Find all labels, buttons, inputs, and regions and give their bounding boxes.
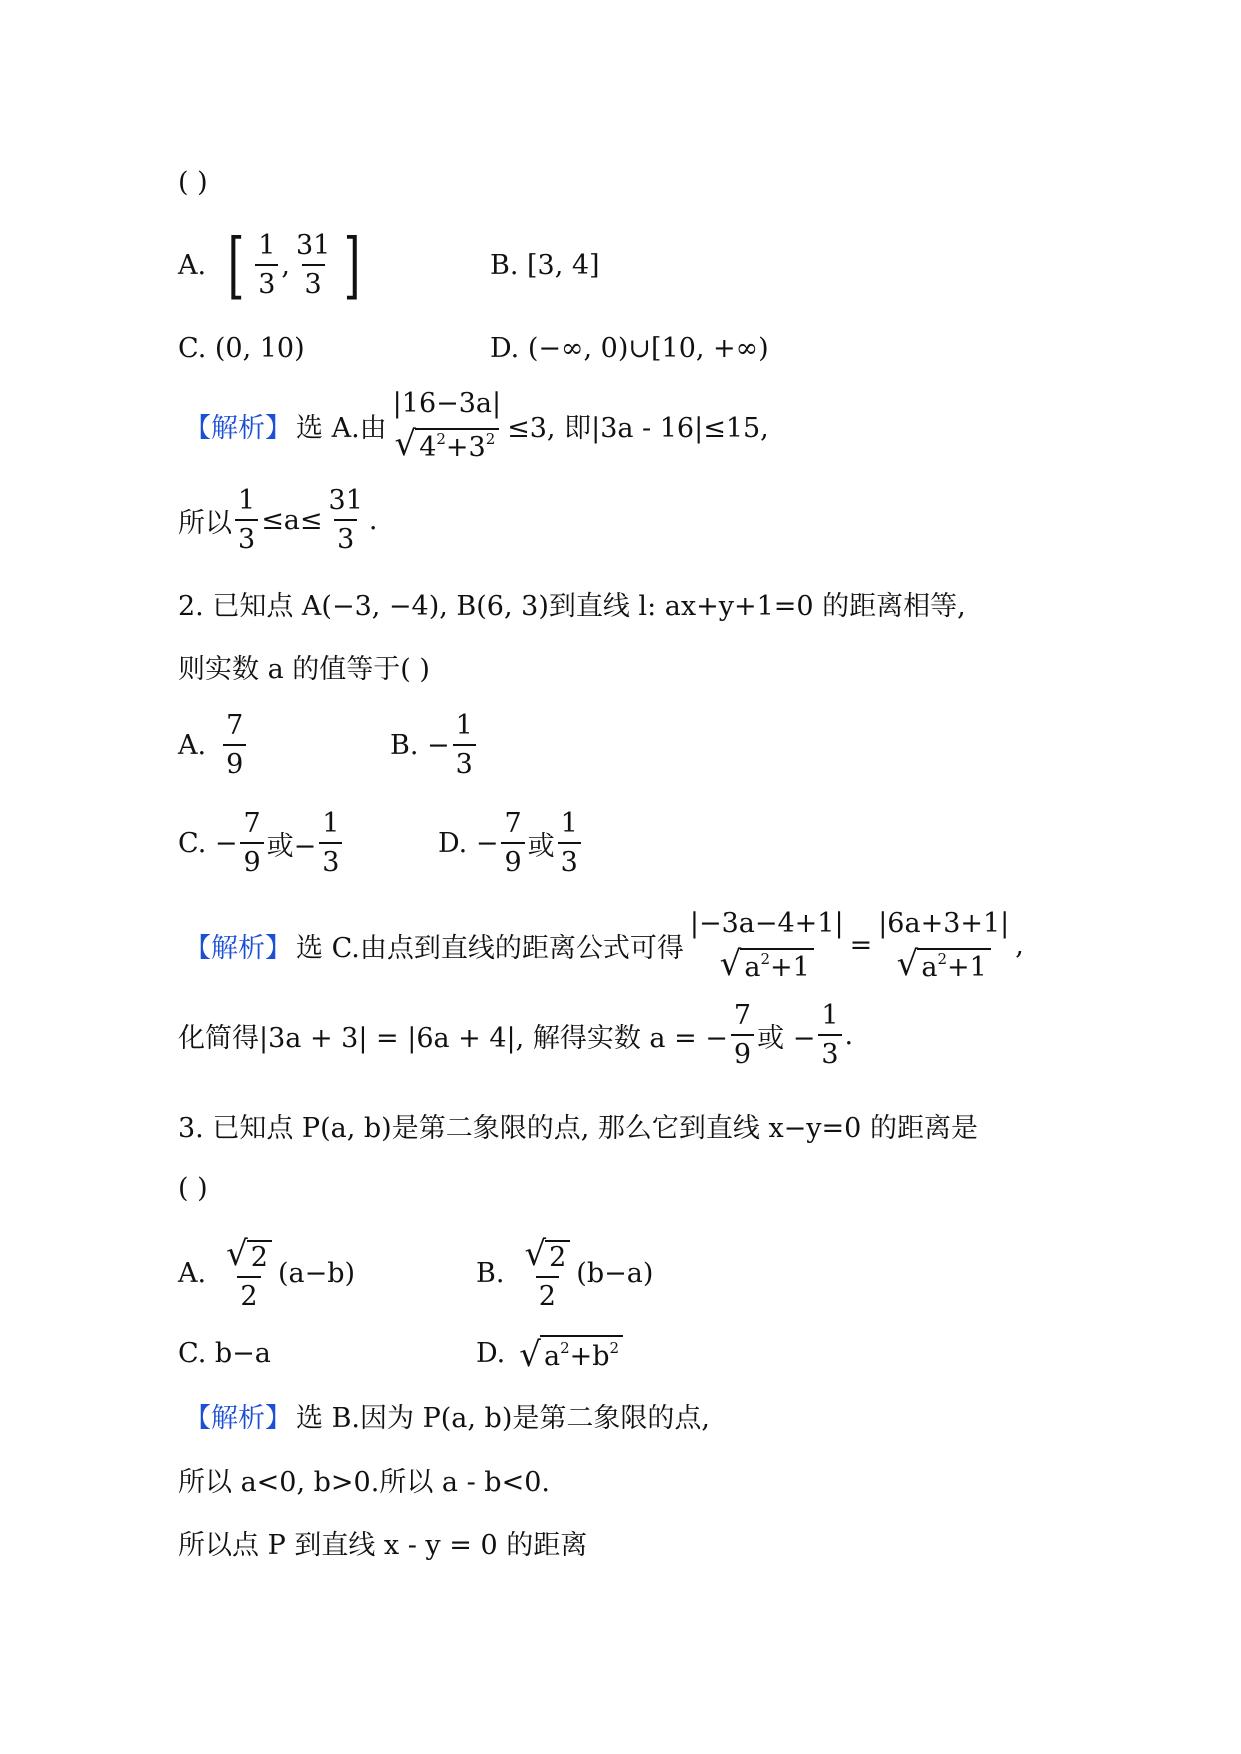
q3-stem-line-2: ( ): [178, 1172, 208, 1204]
q3-solution-line-2: 所以 a<0, b>0.所以 a - b<0.: [178, 1466, 550, 1498]
q3-stem-line-1: 3. 已知点 P(a, b)是第二象限的点, 那么它到直线 x−y=0 的距离是: [178, 1112, 978, 1144]
q1-paren: ( ): [178, 166, 208, 198]
q2-option-c: C. − $\frac{7}{9}$ 或− $\frac{1}{3}$: [178, 808, 345, 878]
q3-option-a: A. √ 2 2 (a−b): [178, 1233, 356, 1312]
q3-option-b: B. √ 2 2 (b−a): [476, 1233, 654, 1312]
q2-solution-line-1: 【解析】 选 C.由点到直线的距离公式可得 |−3a−4+1| √ $a^2+1$ = |6a+3+1| √ $a^2+1$ ,: [184, 907, 1024, 984]
solution-tag: 【解析】: [184, 932, 292, 964]
sqrt-icon: √ 2: [524, 1237, 570, 1271]
q1-option-c: C. (0, 10): [178, 332, 305, 364]
q2-stem-line-1: 2. 已知点 A(−3, −4), B(6, 3)到直线 l: ax+y+1=0 的距离相等,: [178, 590, 966, 622]
q2-option-b: B. − $\frac{1}{3}$: [390, 710, 479, 780]
q1-option-a-fraction-2: $\frac{31}{3}$: [295, 230, 331, 300]
sqrt-icon: √ $4^2+3^2$: [395, 427, 500, 461]
q1-option-b: B. [3, 4]: [490, 249, 600, 281]
q1-solution-line-1: 【解析】 选 A.由 |16−3a| √ $4^2+3^2$ ≤3, 即|3a - 16|≤15,: [184, 387, 769, 464]
q3-solution-line-1: 【解析】 选 B.因为 P(a, b)是第二象限的点,: [184, 1380, 710, 1450]
sqrt-icon: √ $a^2+1$: [720, 947, 814, 981]
q2-option-a: A. $\frac{7}{9}$: [178, 710, 249, 780]
q1-option-a-label: A.: [178, 249, 207, 281]
solution-tag: 【解析】: [184, 1402, 292, 1434]
left-bracket: [: [227, 223, 245, 307]
q3-option-c: C. b−a: [178, 1337, 271, 1369]
q2-solution-line-2: 化简得|3a + 3| = |6a + 4|, 解得实数 a = − $\frac{7}{9}$ 或 − $\frac{1}{3}$ .: [178, 1000, 854, 1070]
q3-solution-line-3: 所以点 P 到直线 x - y = 0 的距离: [178, 1529, 588, 1561]
right-bracket: ]: [343, 223, 361, 307]
q3-option-d: D. √ $a^2+b^2$: [476, 1318, 623, 1388]
solution-tag: 【解析】: [184, 412, 292, 444]
q1-option-a-fraction-1: $\frac{1}{3}$: [255, 232, 278, 298]
q1-option-d: D. (−∞, 0)∪[10, +∞): [490, 332, 769, 364]
q1-solution-line-2: 所以 $\frac{1}{3}$ ≤a≤ $\frac{31}{3}$ .: [178, 485, 378, 555]
sqrt-icon: √ $a^2+b^2$: [519, 1335, 623, 1372]
q2-option-d: D. − $\frac{7}{9}$ 或 $\frac{1}{3}$: [438, 808, 584, 878]
sqrt-icon: √ $a^2+1$: [897, 947, 991, 981]
q1-option-a: A. [ $\frac{1}{3}$ , $\frac{31}{3}$ ]: [178, 223, 361, 307]
sqrt-icon: √ 2: [226, 1237, 272, 1271]
q1-solution-fraction: |16−3a| √ $4^2+3^2$: [392, 387, 502, 464]
q2-stem-line-2: 则实数 a 的值等于( ): [178, 653, 430, 685]
